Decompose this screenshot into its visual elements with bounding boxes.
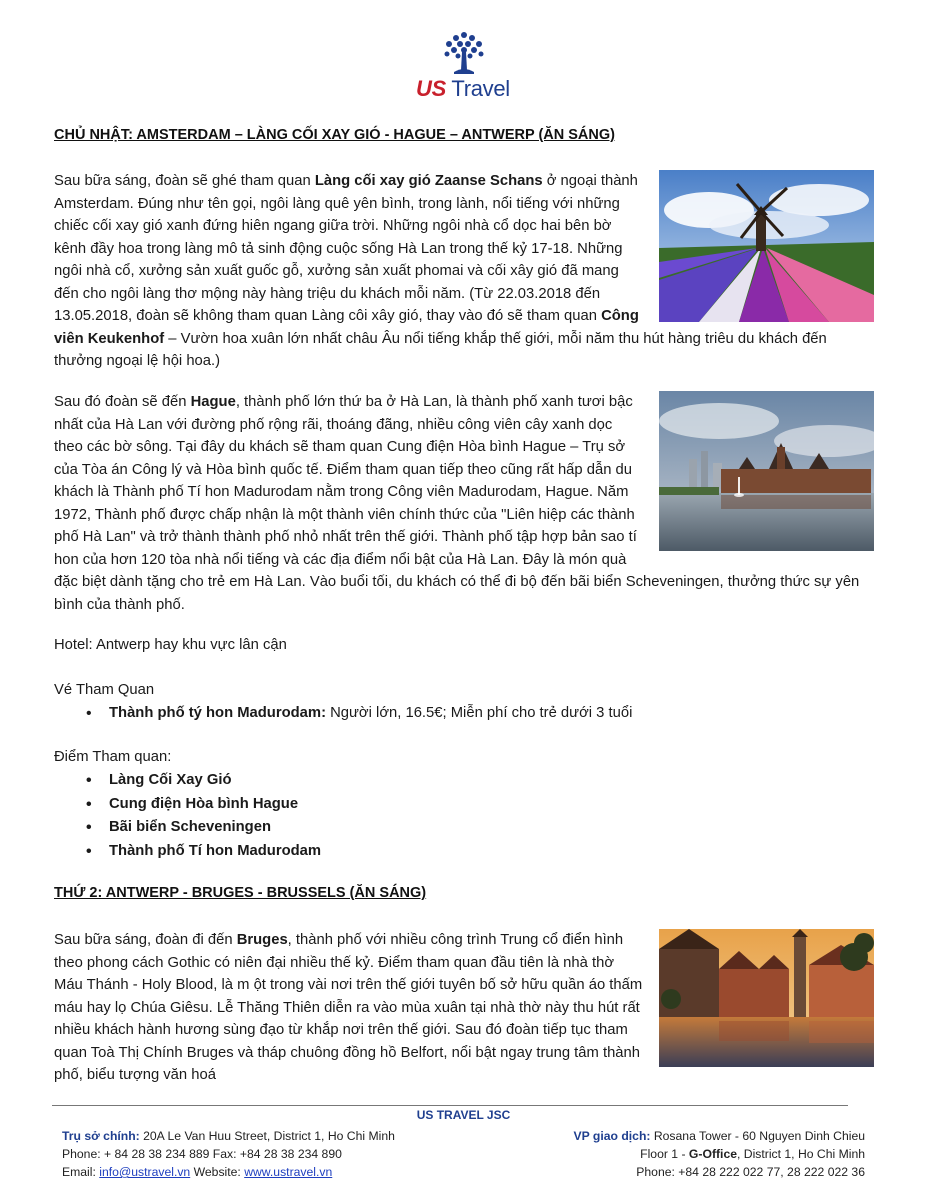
hq-phone: Phone: + 84 28 38 234 889 Fax: +84 28 38 234 890 [62,1147,342,1161]
tickets-list [54,702,632,726]
paragraph-windmill [54,170,874,373]
sight-item: • Làng Cối Xay Gió [54,769,321,793]
windmill-text-3: – Vườn hoa xuân lớn nhất châu Âu nổi tiếng khắp thế giới, mỗi năm thu hút hàng triêu du khách đến thưởng ngoại lệ hội hoa.) [54,330,827,369]
section-heading-sunday: CHỦ NHẬT: AMSTERDAM – LÀNG CỐI XAY GIÓ - HAGUE – ANTWERP (ĂN SÁNG) [54,127,615,143]
logo-travel-text: Travel [451,76,510,101]
hq-label: Trụ sở chính: [62,1129,140,1143]
windmill-text-1: Sau bữa sáng, đoàn sẽ ghé tham quan [54,173,315,189]
bruges-text-2: , thành phố với nhiều công trình Trung cổ điển hình theo phong cách Gothic có niên đại nhiều thế kỷ. Điểm tham quan đầu tiên là nhà thờ Máu Thánh - Holy Blood, là m ột trong vài nơi trên thế giới tuyên bố sở hữu quần áo thấm máu hay lọ Chúa Giêsu. Lễ Thăng Thiên diễn ra vào mùa xuân tại nhà thờ này thu hút rất nhiều khách hành hương sùng đạo từ khắp nơi trên thế giới. Sau đó đoàn tiếp tục tham quan Toà Thị Chính Bruges và tháp chuông đồng hồ Belfort, nổi bật ngay trung tâm thành phố, biểu tượng văn hoá [54,932,643,1083]
hague-text-1: Sau đó đoàn sẽ đến [54,394,191,410]
ticket-name: Thành phố tý hon Madurodam: [109,705,326,721]
email-link[interactable]: info@ustravel.vn [99,1165,191,1179]
footer-office [573,1127,865,1181]
paragraph-hague [54,391,874,616]
keukenhof-name: Công viên Keukenhof [54,308,639,347]
bruges-name: Bruges [236,932,288,948]
footer-divider [52,1105,848,1106]
email-label: Email: [62,1165,100,1179]
hague-palace-photo [659,391,874,551]
logo-us-text: US [416,76,446,101]
office-label: VP giao dịch: [573,1129,651,1143]
tree-icon [440,30,488,76]
bruges-text-1: Sau bữa sáng, đoàn đi đến [54,932,237,948]
floor-bold: G-Office [688,1147,737,1161]
ticket-detail: Người lớn, 16.5€; Miễn phí cho trẻ dưới 3 tuổi [326,705,633,721]
hague-text-2: , thành phố lớn thứ ba ở Hà Lan, là thành phố xanh tươi bậc nhất của Hà Lan với đường phố rộng rãi, thoáng đãng, nhiều công viên cây xanh dọc theo các bờ sông. Tại đây du khách sẽ tham quan Cung điện Hòa bình Hague – Trụ sở của Tòa án Công lý và Hòa bình quốc tế. Điểm tham quan tiếp theo cũng rất hấp dẫn du khách là Thành phố Tí hon Madurodam nằm trong Công viên Madurodam, Hague. Năm 1972, Thành phố được chấp nhận là một thành viên chính thức của "Liên hiệp các thành phố Hà Lan" và trở thành thành phố nhỏ nhất trên thế giới. Thành phố tập hợp bản sao tí hon của hơn 120 tòa nhà nổi tiếng và các địa điểm nổi bật của Hà Lan. Đây là món quà đặc biệt dành tặng cho trẻ em Hà Lan. Vào buổi tối, du khách có thể đi bộ đến bãi biển Scheveningen, thưởng thức sự yên bình của thành phố. [54,394,860,613]
hq-address: 20A Le Van Huu Street, District 1, Ho Chi Minh [139,1129,395,1143]
office-address: Rosana Tower - 60 Nguyen Dinh Chieu [650,1129,865,1143]
sight-item: • Bãi biển Scheveningen [54,816,321,840]
hotel-line: Hotel: Antwerp hay khu vực lân cận [54,637,287,653]
sight-item: • Thành phố Tí hon Madurodam [54,840,321,864]
paragraph-bruges [54,929,874,1087]
floor-prefix: Floor 1 - [640,1147,689,1161]
bruges-canal-photo [659,929,874,1067]
windmill-text-2: ở ngoại thành Amsterdam. Đúng như tên gọi, ngôi làng quê yên bình, trong lành, nổi tiếng với những chiếc cối xay gió xanh đứng hiên ngang giữa trời. Những ngôi nhà cổ dọc hai bên bờ kênh đầy hoa trong làng mô tả sinh động cuộc sống Hà Lan trong thế kỷ 17-18. Những ngôi nhà cổ, xưởng sản xuất guốc gỗ, xưởng sản xuất phomai và cối xây gió đã mang đến cho ngôi làng thơ mộng này hàng triệu du khách mỗi năm. (Từ 22.03.2018 đến 13.05.2018, đoàn sẽ không tham quan Làng côi xây gió, thay vào đó sẽ tham quan [54,173,638,324]
tickets-label: Vé Tham Quan [54,682,155,698]
office-phone: Phone: +84 28 222 022 77, 28 222 022 36 [636,1165,865,1179]
footer-head-office [62,1127,395,1181]
windmill-tulip-photo [659,170,874,322]
footer-company-name: US TRAVEL JSC [416,1108,511,1122]
ticket-item [54,702,632,726]
hague-name: Hague [190,394,236,410]
us-travel-logo [412,30,516,102]
windmill-village-name: Làng cối xay gió Zaanse Schans [314,173,543,189]
website-label: Website: [190,1165,245,1179]
section-heading-monday: THỨ 2: ANTWERP - BRUGES - BRUSSELS (ĂN SÁNG) [54,885,427,901]
sights-list [54,769,321,863]
sights-label: Điểm Tham quan: [54,749,172,765]
floor-suffix: , District 1, Ho Chi Minh [737,1147,865,1161]
website-link[interactable]: www.ustravel.vn [244,1165,333,1179]
sight-item: • Cung điện Hòa bình Hague [54,793,321,817]
